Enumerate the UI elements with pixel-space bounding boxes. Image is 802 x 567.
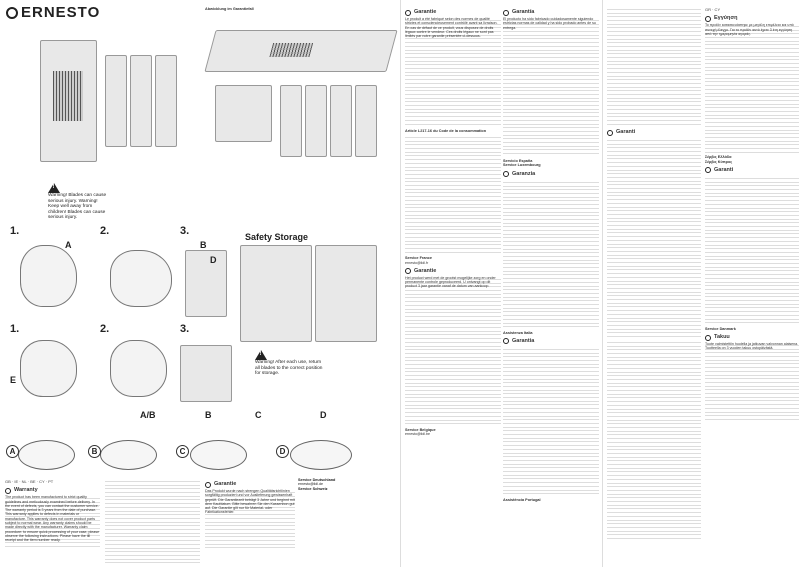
service-gr: Σέρβις Ελλάδα [705,155,732,160]
label-a-b: A/B [140,410,156,420]
service-cy: Σέρβις Κύπρος [705,159,733,164]
slice-result-b [100,440,157,470]
abwicklung-heading: Abwicklung im Garantiefall [205,7,254,11]
garantie-nl-title: Garantie [414,267,437,274]
gr-languages: GR · CY [705,7,721,12]
eggyisi-text: Το προϊόν κατασκευάστηκε με μεγάλη επιμέλεια και υπό συνεχή έλεγχο. Για το προϊόν αυτό έχετε 3 έτη εγγύηση από την ημερομηνία αγοράς. [705,23,799,153]
blade-set-image [215,85,272,142]
label-b2: B [205,410,212,420]
grater-image-a [40,40,97,162]
warning-text-2: Warning! After each use, return all blades to the correct position for storage. [255,360,323,377]
service-fr: Service France [405,256,433,261]
step-2b: 2. [100,323,110,335]
service-es: Servicio España [503,159,533,163]
article-heading: Article L217-16 du Code de la consommation [405,129,487,133]
warning-icon [48,183,60,193]
slice-label-a: A [6,445,19,458]
warning-box-2 [255,350,325,377]
takuu-title: Takuu [714,334,730,341]
hand-illustration-3 [20,340,77,397]
blade-insert-4 [280,85,302,157]
takuu-text: Tuote valmistettiin huolella ja jatkuvan valvonnan alaisena. Tuotteella on 3 vuoden takuu ostopäivästä. [705,342,799,422]
logo-icon [6,7,18,19]
slice-result-a [18,440,75,470]
warning-text-1: Warning! Blades can cause serious injury. Warning! Keep well away from children! Blades can cause serious injury. [48,193,107,221]
brand-name: ERNESTO [21,4,101,21]
step-3: 3. [180,225,190,237]
brand-logo [6,4,192,21]
garantie-icon [607,130,613,136]
step-2: 2. [100,225,110,237]
label-c: C [255,410,262,420]
garanti-dk-title: Garanti [714,166,734,173]
service-lu: Service Luxembourg [503,163,541,168]
garantie-icon [205,482,211,488]
garantia-icon [503,338,509,344]
step-6-image [180,345,232,402]
label-b: B [200,240,207,250]
safety-storage-heading: Safety Storage [245,232,309,242]
service-ch: Service Schweiz [298,486,328,491]
hand-illustration-4 [110,340,167,397]
col-es [503,6,599,502]
blade-insert-6 [330,85,352,157]
storage-box-image [240,245,312,342]
eggyisi-icon [705,16,711,22]
garanti-icon [705,167,711,173]
warranty-languages: GB · IE · NL · BE · CY · PT [5,479,54,484]
warranty-en-continued [105,478,200,563]
eggyisi-title: Εγγύηση [714,15,738,22]
service-be: Service Belgique [405,427,436,432]
garantie-fr-text: Le produit a été fabriqué selon des normes de qualité strictes et consciencieusement contrôlé avant sa livraison. En cas de défaut de ce produit, vous disposez de droits légaux contre le vendeur. Ces droits légaux ne sont pas limités par notre garantie présentée ci-dessous. [405,17,501,127]
col-fr [405,6,501,436]
garantie-de-title: Garantie [214,481,237,487]
garanti-dk-title-left: Garanti [616,129,636,135]
slice-label-c: C [176,445,189,458]
garanzia-icon [503,171,509,177]
garanzia-it-title: Garanzia [512,170,536,177]
text-panel-right [602,0,802,567]
label-d: D [210,255,217,265]
blade-insert-1 [105,55,127,147]
garantie-icon [405,10,411,16]
mandoline-top-image [204,30,397,72]
label-a: A [65,240,72,250]
warranty-title: Warranty [14,487,38,494]
service-de-email[interactable]: ernesto@lidl.de [298,482,324,487]
storage-box-open-image [315,245,377,342]
blade-insert-7 [355,85,377,157]
slice-label-b: B [88,445,101,458]
step-1: 1. [10,225,20,237]
garantie-de-bottom [205,478,295,551]
hand-illustration-1 [20,245,77,307]
blade-insert-2 [130,55,152,147]
garantie-nl-text: Het product werd met de grootst mogelijke zorg en onder permanente controle geproduceerd. U ontvangt op dit product 3 jaar garantie vanaf de datum van aankoop. [405,276,501,426]
garantie-fr-title: Garantie [414,9,437,15]
label-e: E [10,375,17,385]
label-d2: D [320,410,327,420]
takuu-icon [705,335,711,341]
blade-insert-5 [305,85,327,157]
warranty-text: The product has been manufactured to strict quality guidelines and meticulously examined before delivery. In the event of defects, you can contact the customer service. The warranty period is 3 years from the date of purchase. This warranty applies to defects in materials or manufacture. This warranty does not cover product parts subject to normal wear. Any warranty claims should be made directly with the manufacturer. Warranty claim procedure: to ensure quick processing of your case, please observe the following instructions. Please have the till receipt and the item number ready. [5,495,100,550]
garantia-icon [503,10,509,16]
warning-box-1 [48,183,108,221]
garantia-pt-title: Garantia [512,337,535,344]
text-panel-left [400,0,600,567]
warning-icon [255,350,267,360]
warranty-en [5,478,100,552]
garantia-es-title: Garantía [512,9,535,15]
service-fr-email[interactable]: ernesto@lidl.fr [405,260,429,265]
service-dk: Service Danmark [705,326,736,331]
warranty-icon [5,488,11,494]
service-it: Assistenza Italia [503,330,533,335]
slice-result-c [190,440,247,470]
step-3b: 3. [180,323,190,335]
step-1b: 1. [10,323,20,335]
service-de: Service Deutschland [298,478,336,482]
service-be-email[interactable]: ernesto@lidl.be [405,432,431,437]
garantie-icon [405,268,411,274]
service-pt: Assistência Portugal [503,497,541,502]
col-misc [607,6,701,541]
garantia-es-text: El producto ha sido fabricado cuidadosamente siguiendo estrictas normas de calidad y ha sido probado antes de su entrega. [503,17,599,157]
garantie-de-text: Das Produkt wurde nach strengen Qualitätsrichtlinien sorgfältig produziert und vor Auslieferung gewissenhaft geprüft. Die Garantiezeit beträgt 3 Jahre und beginnt mit dem Kaufdatum. Bitte bewahren Sie den Kassenbon gut auf. Die Garantie gilt nur für Material- oder Fabrikationsfehler. [205,489,295,549]
garantie-de-block [205,5,395,12]
slice-label-d: D [276,445,289,458]
slice-result-d [290,440,352,470]
hand-illustration-2 [110,250,172,307]
col-gr [705,6,799,424]
blade-insert-3 [155,55,177,147]
step-3-image [185,250,227,317]
service-block-de [298,478,396,491]
